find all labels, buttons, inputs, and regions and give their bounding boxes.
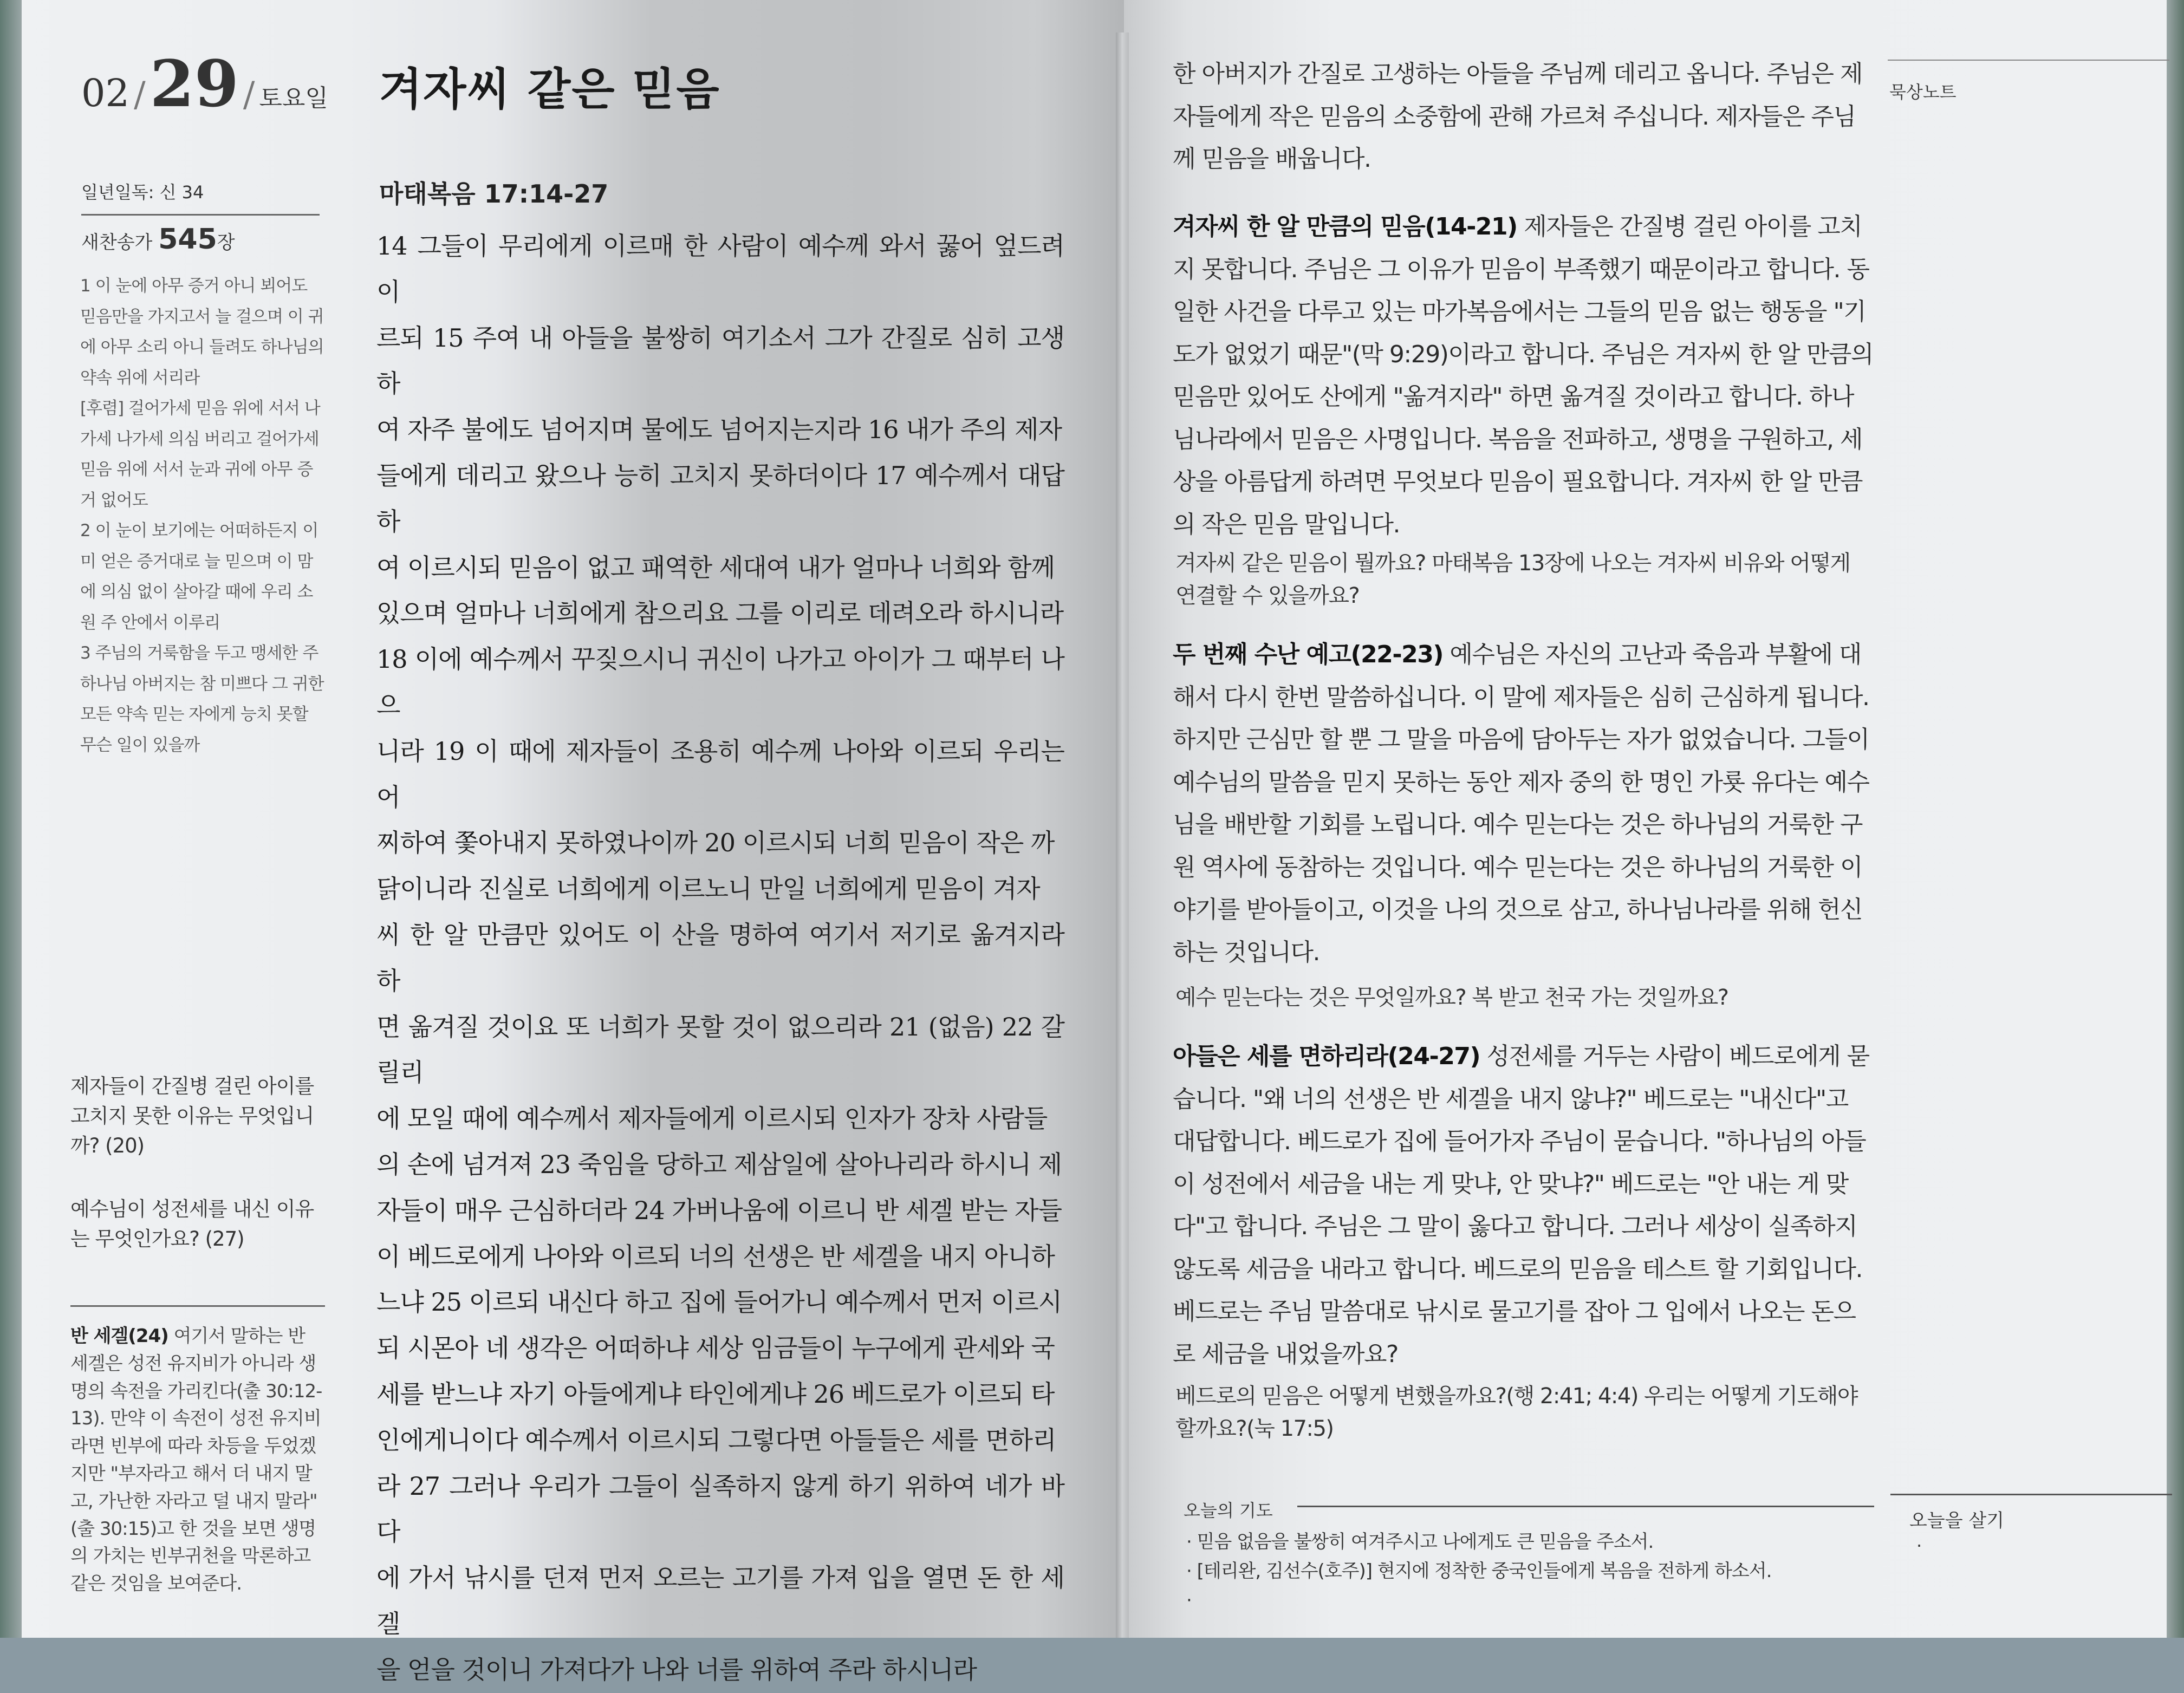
scripture-line: 닭이니라 진실로 너희에게 이르노니 만일 너희에게 믿음이 겨자 [376, 874, 1040, 904]
scripture-line: 14 그들이 무리에게 이르매 한 사람이 예수께 와서 꿇어 엎드려 이 [376, 231, 1064, 307]
section-text: 제자들은 간질병 걸린 아이를 고치지 못합니다. 주님은 그 이유가 믿음이 부족했기 때문이라고 합니다. 동일한 사건을 다루고 있는 마가복음에서는 그들의 믿음 없는 행동을 "기도가 없었기 때문"(막 9:29)이라고 합니다. 주님은 겨자씨 한 알 만큼의 믿음만 있어도 산에게 "옮겨지라" 하면 옮겨질 것이라고 합니다. 하나님나라에서 믿음은 사명입니다. 복음을 전파하고, 생명을 구원하고, 세상을 아름답게 하려면 무엇보다 믿음이 필요합니다. 겨자씨 한 알 만큼의 작은 믿음 말입니다. [1173, 213, 1873, 538]
sidebar-divider [81, 214, 320, 216]
sidebar-note [70, 1323, 325, 1598]
section-heading: 아들은 세를 면하리라(24-27) [1173, 1043, 1480, 1070]
yearly-reading: 일년일독: 신 34 [81, 182, 204, 203]
date-month: 02 [81, 71, 130, 115]
scripture-text [376, 223, 1064, 1693]
note-term: 반 세겔(24) [70, 1325, 168, 1347]
commentary-section [1173, 206, 1874, 546]
scripture-line: 라 27 그러나 우리가 그들이 실족하지 않게 하기 위하여 네가 바다 [376, 1471, 1064, 1547]
commentary-section [1173, 1036, 1874, 1376]
book-gutter [1116, 32, 1129, 1638]
prayer-list [1186, 1527, 1880, 1615]
note-text: 여기서 말하는 반 세겔은 성전 유지비가 아니라 생명의 속전을 가리킨다(출 30:12-13). 만약 이 속전이 성전 유지비라면 빈부에 따라 차등을 두었겠지만 "부자라고 해서 더 내지 말고, 가난한 자라고 덜 내지 말라"(출 30:15)고 한 것을 보면 생명의 가치는 빈부귀천을 막론하고 같은 것임을 보여준다. [70, 1325, 322, 1595]
background-edge-left [0, 0, 22, 1638]
passage-reference: 마태복음 17:14-27 [379, 179, 609, 209]
scripture-line: 여 자주 불에도 넘어지며 물에도 넘어지는지라 16 내가 주의 제자 [376, 415, 1062, 445]
date-day: 29 [150, 46, 239, 121]
date-weekday: 토요일 [259, 84, 328, 112]
prayer-item: · [테리완, 김선수(호주)] 현지에 정착한 중국인들에게 복음을 전하게 하소서. [1186, 1560, 1772, 1582]
date-separator: / [243, 75, 255, 115]
scripture-line: 이 베드로에게 나아와 이르되 너의 선생은 반 세겔을 내지 아니하 [376, 1241, 1055, 1271]
hymn-suffix: 장 [217, 232, 235, 253]
scripture-line: 인에게니이다 예수께서 이르시되 그렇다면 아들들은 세를 면하리 [376, 1425, 1056, 1455]
background-edge-right [2167, 0, 2184, 1638]
scripture-line: 니라 19 이 때에 제자들이 조용히 예수께 나아와 이르되 우리는 어 [376, 736, 1064, 812]
memo-top-rule [1888, 60, 2169, 61]
section-heading: 겨자씨 한 알 만큼의 믿음(14-21) [1173, 213, 1517, 240]
hymn-number: 545 [158, 223, 217, 256]
memo-label: 묵상노트 [1889, 82, 1956, 102]
scripture-line: 되 시몬아 네 생각은 어떠하냐 세상 임금들이 누구에게 관세와 국 [376, 1333, 1055, 1363]
hymn-verse: 2 이 눈이 보기에는 어떠하든지 이미 얻은 증거대로 늘 믿으며 이 맘에 의심 없이 살아갈 때에 우리 소원 주 안에서 이루리 [80, 521, 318, 633]
scripture-line: 들에게 데리고 왔으나 능히 고치지 못하더이다 17 예수께서 대답하 [376, 460, 1064, 536]
hymn-verse: 1 이 눈에 아무 증거 아니 뵈어도 믿음만을 가지고서 늘 걸으며 이 귀에 아무 소리 아니 들려도 하나님의 약속 위에 서리라 [80, 276, 324, 388]
scripture-line: 을 얻을 것이니 가져다가 나와 너를 위하여 주라 하시니라 [376, 1655, 977, 1684]
scripture-line: 있으며 얼마나 너희에게 참으리요 그를 이리로 데려오라 하시니라 [376, 598, 1064, 628]
commentary-section [1173, 634, 1874, 974]
scripture-line: 에 가서 낚시를 던져 먼저 오르는 고기를 가져 입을 열면 돈 한 세겔 [376, 1563, 1064, 1638]
scripture-line: 의 손에 넘겨져 23 죽임을 당하고 제삼일에 살아나리라 하시니 제 [376, 1149, 1062, 1179]
section-text: 예수님은 자신의 고난과 죽음과 부활에 대해서 다시 한번 말씀하십니다. 이 말에 제자들은 심히 근심하게 됩니다. 하지만 근심만 할 뿐 그 말을 마음에 담아두는 자가 없었습니다. 그들이 예수님의 말씀을 믿지 못하는 동안 제자 중의 한 명인 가룟 유다는 예수님을 배반할 기회를 노립니다. 예수 믿는다는 것은 하나님의 거룩한 구원 역사에 동참하는 것입니다. 예수 믿는다는 것은 하나님의 거룩한 이야기를 받아들이고, 이것을 나의 것으로 삼고, 하나님나라를 위해 헌신하는 것입니다. [1173, 641, 1869, 966]
page-title: 겨자씨 같은 믿음 [379, 63, 720, 115]
section-text: 성전세를 거두는 사람이 베드로에게 묻습니다. "왜 너의 선생은 반 세겔을 내지 않냐?" 베드로는 "내신다"고 대답합니다. 베드로가 집에 들어가자 주님이 묻습니다. "하나님의 아들이 성전에서 세금을 내는 게 맞냐, 안 맞냐?" 베드로는 "안 내는 게 맞다"고 합니다. 주님은 그 말이 옳다고 합니다. 그러나 세상이 실족하지 않도록 세금을 내라고 합니다. 베드로의 믿음을 테스트 할 기회입니다. 베드로는 주님 말씀대로 낚시로 물고기를 잡아 그 입에서 나오는 돈으로 세금을 내었을까요? [1173, 1043, 1869, 1368]
section-question: 예수 믿는다는 것은 무엇일까요? 복 받고 천국 가는 것일까요? [1175, 985, 1728, 1010]
sidebar-question: 예수님이 성전세를 내신 이유는 무엇인가요? (27) [70, 1197, 314, 1251]
prayer-label: 오늘의 기도 [1184, 1500, 1273, 1521]
prayer-item: · [1186, 1590, 1192, 1611]
hymn-header [81, 223, 235, 256]
sidebar-divider [70, 1305, 325, 1307]
section-heading: 두 번째 수난 예고(22-23) [1173, 641, 1443, 668]
date-separator: / [134, 75, 146, 115]
today-bullet: · [1916, 1535, 1922, 1556]
scripture-line: 씨 한 알 만큼만 있어도 이 산을 명하여 여기서 저기로 옮겨지라 하 [376, 920, 1064, 995]
today-label: 오늘을 살기 [1909, 1510, 2005, 1532]
scripture-line: 에 모일 때에 예수께서 제자들에게 이르시되 인자가 장차 사람들 [376, 1104, 1048, 1134]
prayer-item: · 믿음 없음을 불쌍히 여겨주시고 나에게도 큰 믿음을 주소서. [1186, 1531, 1654, 1553]
scripture-line: 18 이에 예수께서 꾸짖으시니 귀신이 나가고 아이가 그 때부터 나으 [376, 644, 1064, 720]
hymn-lyrics [80, 271, 324, 760]
scripture-line: 느냐 25 이르되 내신다 하고 집에 들어가니 예수께서 먼저 이르시 [376, 1287, 1062, 1317]
hymn-label: 새찬송가 [81, 232, 153, 253]
section-question: 베드로의 믿음은 어떻게 변했을까요?(행 2:41; 4:4) 우리는 어떻게 기도해야 할까요?(눅 17:5) [1175, 1384, 1857, 1441]
scripture-line: 찌하여 쫓아내지 못하였나이까 20 이르시되 너희 믿음이 작은 까 [376, 828, 1055, 858]
scripture-line: 여 이르시되 믿음이 없고 패역한 세대여 내가 얼마나 너희와 함께 [376, 552, 1055, 582]
scripture-line: 세를 받느냐 자기 아들에게냐 타인에게냐 26 베드로가 이르되 타 [376, 1379, 1055, 1409]
scripture-line: 자들이 매우 근심하더라 24 가버나움에 이르니 반 세겔 받는 자들 [376, 1195, 1062, 1225]
scripture-line: 면 옮겨질 것이요 또 너희가 못할 것이 없으리라 21 (없음) 22 갈릴리 [376, 1012, 1064, 1088]
scripture-line: 르되 15 주여 내 아들을 불쌍히 여기소서 그가 간질로 심히 고생하 [376, 323, 1064, 399]
section-question: 겨자씨 같은 믿음이 뭘까요? 마태복음 13장에 나오는 겨자씨 비유와 어떻게 연결할 수 있을까요? [1175, 551, 1850, 608]
sidebar-question: 제자들이 간질병 걸린 아이를 고치지 못한 이유는 무엇입니까? (20) [70, 1075, 314, 1157]
commentary-intro: 한 아버지가 간질로 고생하는 아들을 주님께 데리고 옵니다. 주님은 제자들에게 작은 믿음의 소중함에 관해 가르쳐 주십니다. 제자들은 주님께 믿음을 배웁니다. [1173, 60, 1862, 173]
date-header [81, 46, 328, 121]
hymn-chorus: [후렴] 걸어가세 믿음 위에 서서 나가세 나가세 의심 버리고 걸어가세 믿음 위에 서서 눈과 귀에 아무 증거 없어도 [80, 399, 320, 510]
hymn-verse: 3 주님의 거룩함을 두고 맹세한 주 하나님 아버지는 참 미쁘다 그 귀한 모든 약속 믿는 자에게 능치 못할 무슨 일이 있을까 [80, 643, 324, 755]
prayer-divider [1297, 1506, 1874, 1507]
today-divider [1890, 1494, 2172, 1495]
